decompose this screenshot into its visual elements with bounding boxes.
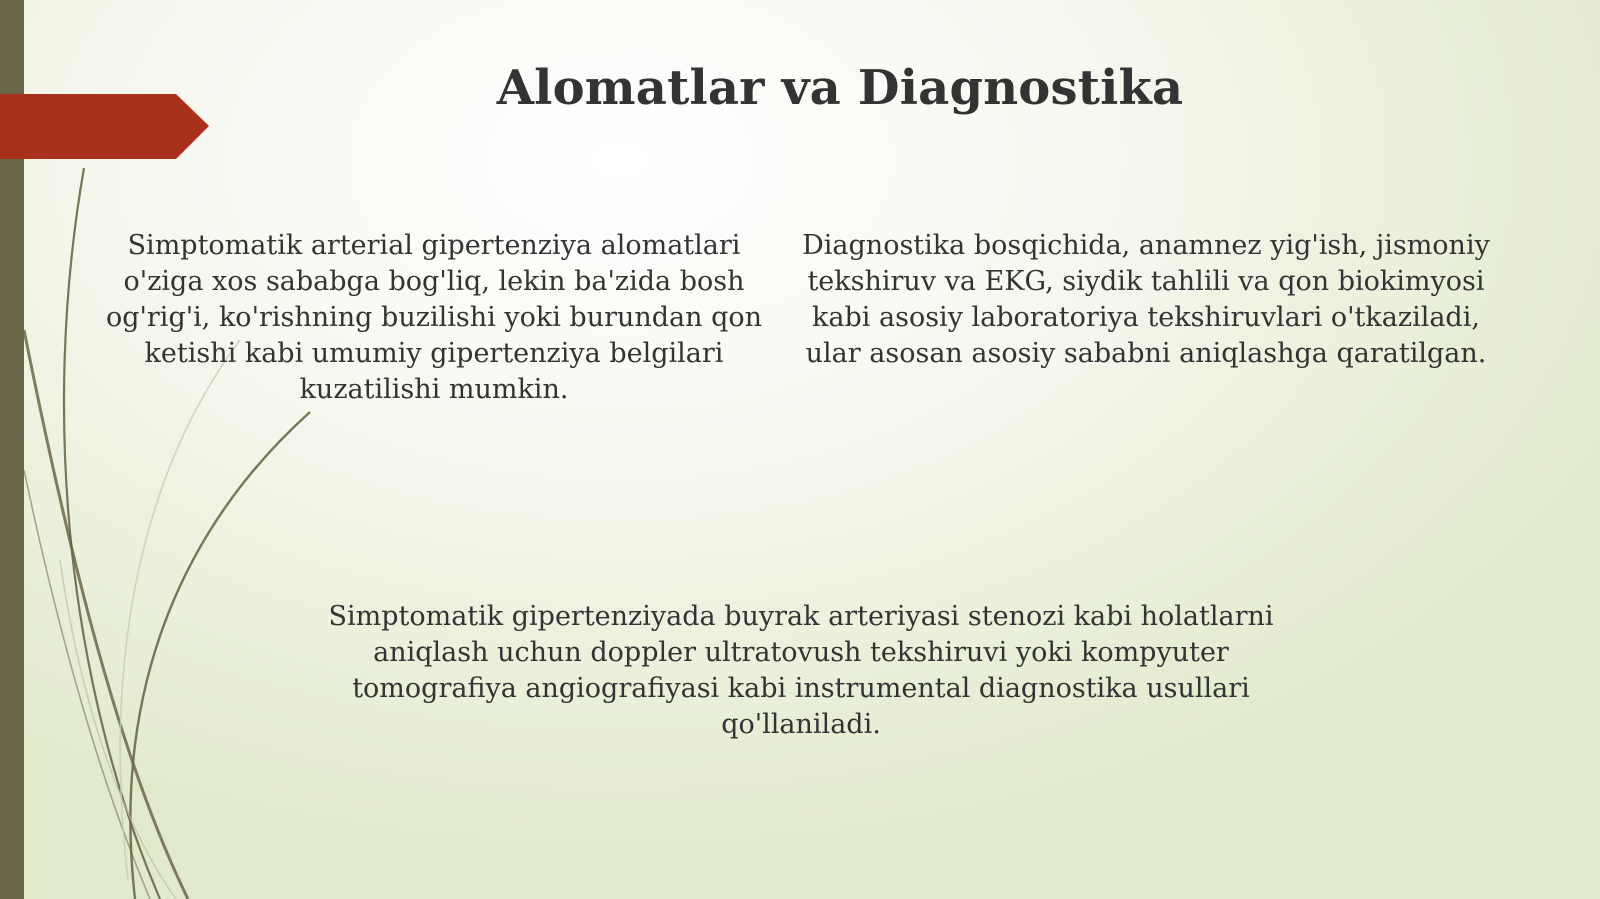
left-accent-bar (0, 0, 24, 899)
grass-stem-3 (130, 412, 310, 899)
grass-stem-6 (60, 560, 176, 899)
instrumental-diagnostics-paragraph: Simptomatik gipertenziyada buyrak arteriyasi stenozi kabi holatlarni aniqlash uchun doppler ultratovush tekshiruvi yoki kompyuter tomografiya angiografiyasi kabi instrumental diagnostika usullari qo'llaniladi. (328, 601, 1274, 740)
grass-stem-4 (24, 470, 150, 899)
grass-stem-2 (24, 330, 188, 899)
symptoms-paragraph: Simptomatik arterial gipertenziya alomatlari o'ziga xos sababga bog'liq, lekin ba'zida bosh og'rig'i, ko'rishning buzilishi yoki burundan qon ketishi kabi umumiy gipertenziya belgilari kuzatilishi mumkin. (105, 230, 763, 405)
red-arrow-banner (0, 94, 209, 159)
slide-title: Alomatlar va Diagnostika (496, 60, 1184, 116)
diagnostics-paragraph: Diagnostika bosqichida, anamnez yig'ish, jismoniy tekshiruv va EKG, siydik tahlili va qon biokimyosi kabi asosiy laboratoriya tekshiruvlari o'tkaziladi, ular asosan asosiy sababni aniqlashga qaratilgan. (802, 230, 1490, 369)
grass-stem-5 (120, 340, 240, 880)
